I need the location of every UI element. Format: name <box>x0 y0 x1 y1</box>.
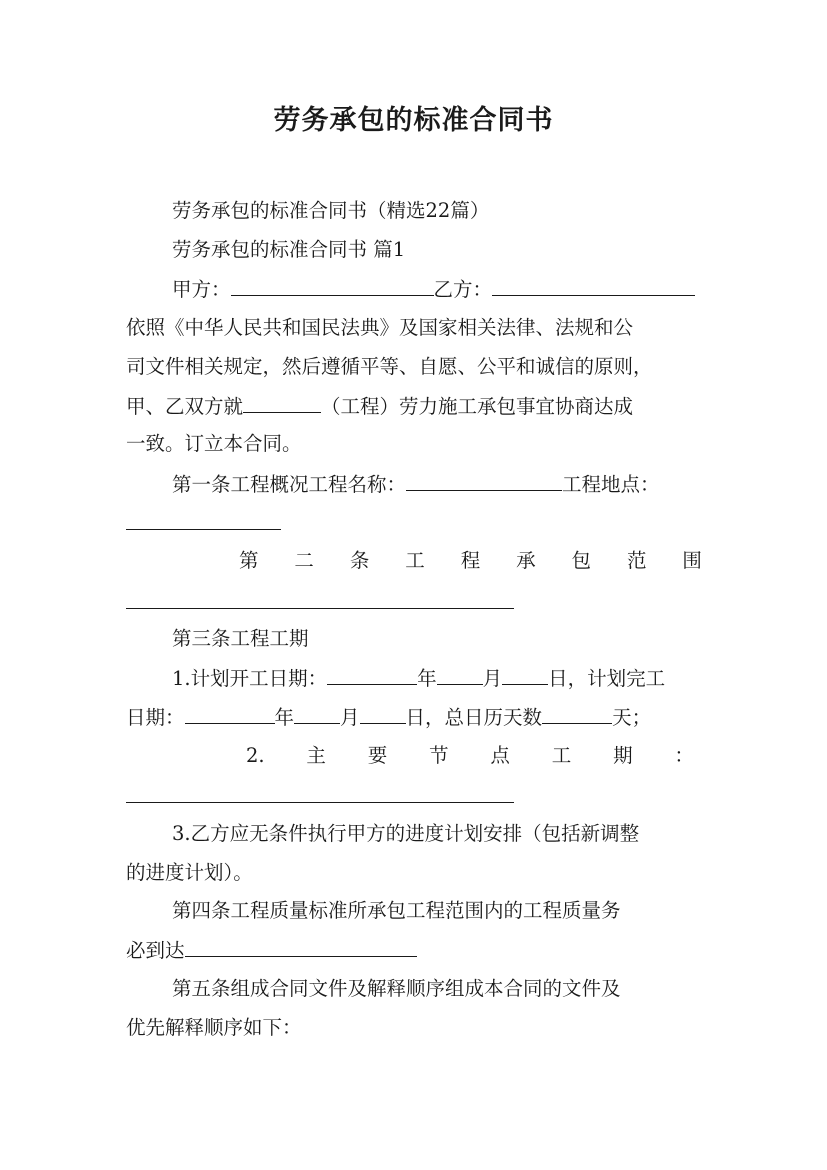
clause3-item3-line1: 3.乙方应无条件执行甲方的进度计划安排（包括新调整 <box>172 822 640 845</box>
clause2-char: 条 <box>349 549 370 572</box>
start-date-label: 1.计划开工日期： <box>172 667 328 690</box>
start-day-blank <box>502 666 548 685</box>
project-blank <box>243 394 321 413</box>
party-a-blank <box>231 277 434 296</box>
clause3-item2-char: 点 <box>490 744 510 767</box>
clause4-prefix: 必到达 <box>126 939 185 962</box>
total-days-label: 日，总日历天数 <box>405 706 543 729</box>
month-label: 月 <box>340 706 360 729</box>
month-label: 月 <box>482 667 503 690</box>
party-b-label: 乙方： <box>433 278 493 301</box>
clause4-line2 <box>126 938 704 963</box>
para1-line4: 一致。订立本合同。 <box>126 432 302 455</box>
clause2 <box>239 549 702 573</box>
clause3-item2-char: 要 <box>367 744 388 767</box>
year-label: 年 <box>417 667 437 690</box>
clause2-char: 二 <box>294 549 314 572</box>
clause1 <box>172 472 704 497</box>
clause5-line1: 第五条组成合同文件及解释顺序组成本合同的文件及 <box>172 977 621 1000</box>
start-month-blank <box>437 666 483 685</box>
clause3-item2-char: 工 <box>551 744 572 767</box>
document-subtitle: 劳务承包的标准合同书（精选22篇） <box>172 199 490 222</box>
para1-line2: 司文件相关规定，然后遵循平等、自愿、公平和诚信的原则， <box>126 355 653 378</box>
clause3-heading: 第三条工程工期 <box>172 627 309 650</box>
year-label: 年 <box>274 706 295 729</box>
project-name-blank <box>406 472 562 491</box>
party-a-label: 甲方： <box>172 278 231 301</box>
days-unit: 天； <box>612 706 652 729</box>
article-heading: 劳务承包的标准合同书 篇1 <box>172 238 406 261</box>
scope-blank <box>126 608 514 609</box>
document-title: 劳务承包的标准合同书 <box>273 105 554 136</box>
milestone-blank <box>126 802 514 803</box>
total-days-blank <box>542 705 612 724</box>
clause4-line1: 第四条工程质量标准所承包工程范围内的工程质量务 <box>172 899 621 922</box>
clause1-name-label: 第一条工程概况工程名称： <box>172 473 407 496</box>
clause3-item2-char: 节 <box>429 744 449 767</box>
quality-blank <box>185 938 417 957</box>
end-day-blank <box>360 705 406 724</box>
clause3-item2-char: 2. <box>246 744 265 767</box>
parties-line <box>172 277 704 302</box>
end-date-label: 日期： <box>126 706 185 729</box>
end-year-blank <box>185 705 275 724</box>
project-location-blank <box>126 529 281 530</box>
clause2-char: 工 <box>405 549 425 572</box>
clause2-char: 范 <box>626 549 647 572</box>
para1-line3-suffix: （工程）劳力施工承包事宜协商达成 <box>321 395 634 418</box>
end-month-blank <box>294 705 340 724</box>
clause2-char: 包 <box>571 549 592 572</box>
party-b-blank <box>492 277 695 296</box>
clause3-item1-line1 <box>172 666 704 691</box>
clause3-item2 <box>246 744 694 768</box>
start-day-label: 日，计划完工 <box>548 667 666 690</box>
clause1-location-label: 工程地点： <box>562 473 660 496</box>
clause5-line2: 优先解释顺序如下： <box>126 1016 302 1039</box>
clause2-char: 第 <box>239 549 259 572</box>
clause3-item2-char: ： <box>674 744 694 767</box>
para1-line3-prefix: 甲、乙双方就 <box>126 395 244 418</box>
para1-line3 <box>126 394 704 419</box>
clause3-item1-line2 <box>126 705 704 730</box>
clause2-char: 程 <box>460 549 481 572</box>
clause2-char: 承 <box>516 549 536 572</box>
clause3-item2-char: 主 <box>306 744 326 767</box>
clause3-item2-char: 期 <box>613 744 633 767</box>
para1-line1: 依照《中华人民共和国民法典》及国家相关法律、法规和公 <box>126 316 634 339</box>
clause2-char: 围 <box>682 549 702 572</box>
clause3-item3-line2: 的进度计划）。 <box>126 861 253 884</box>
start-year-blank <box>327 666 417 685</box>
